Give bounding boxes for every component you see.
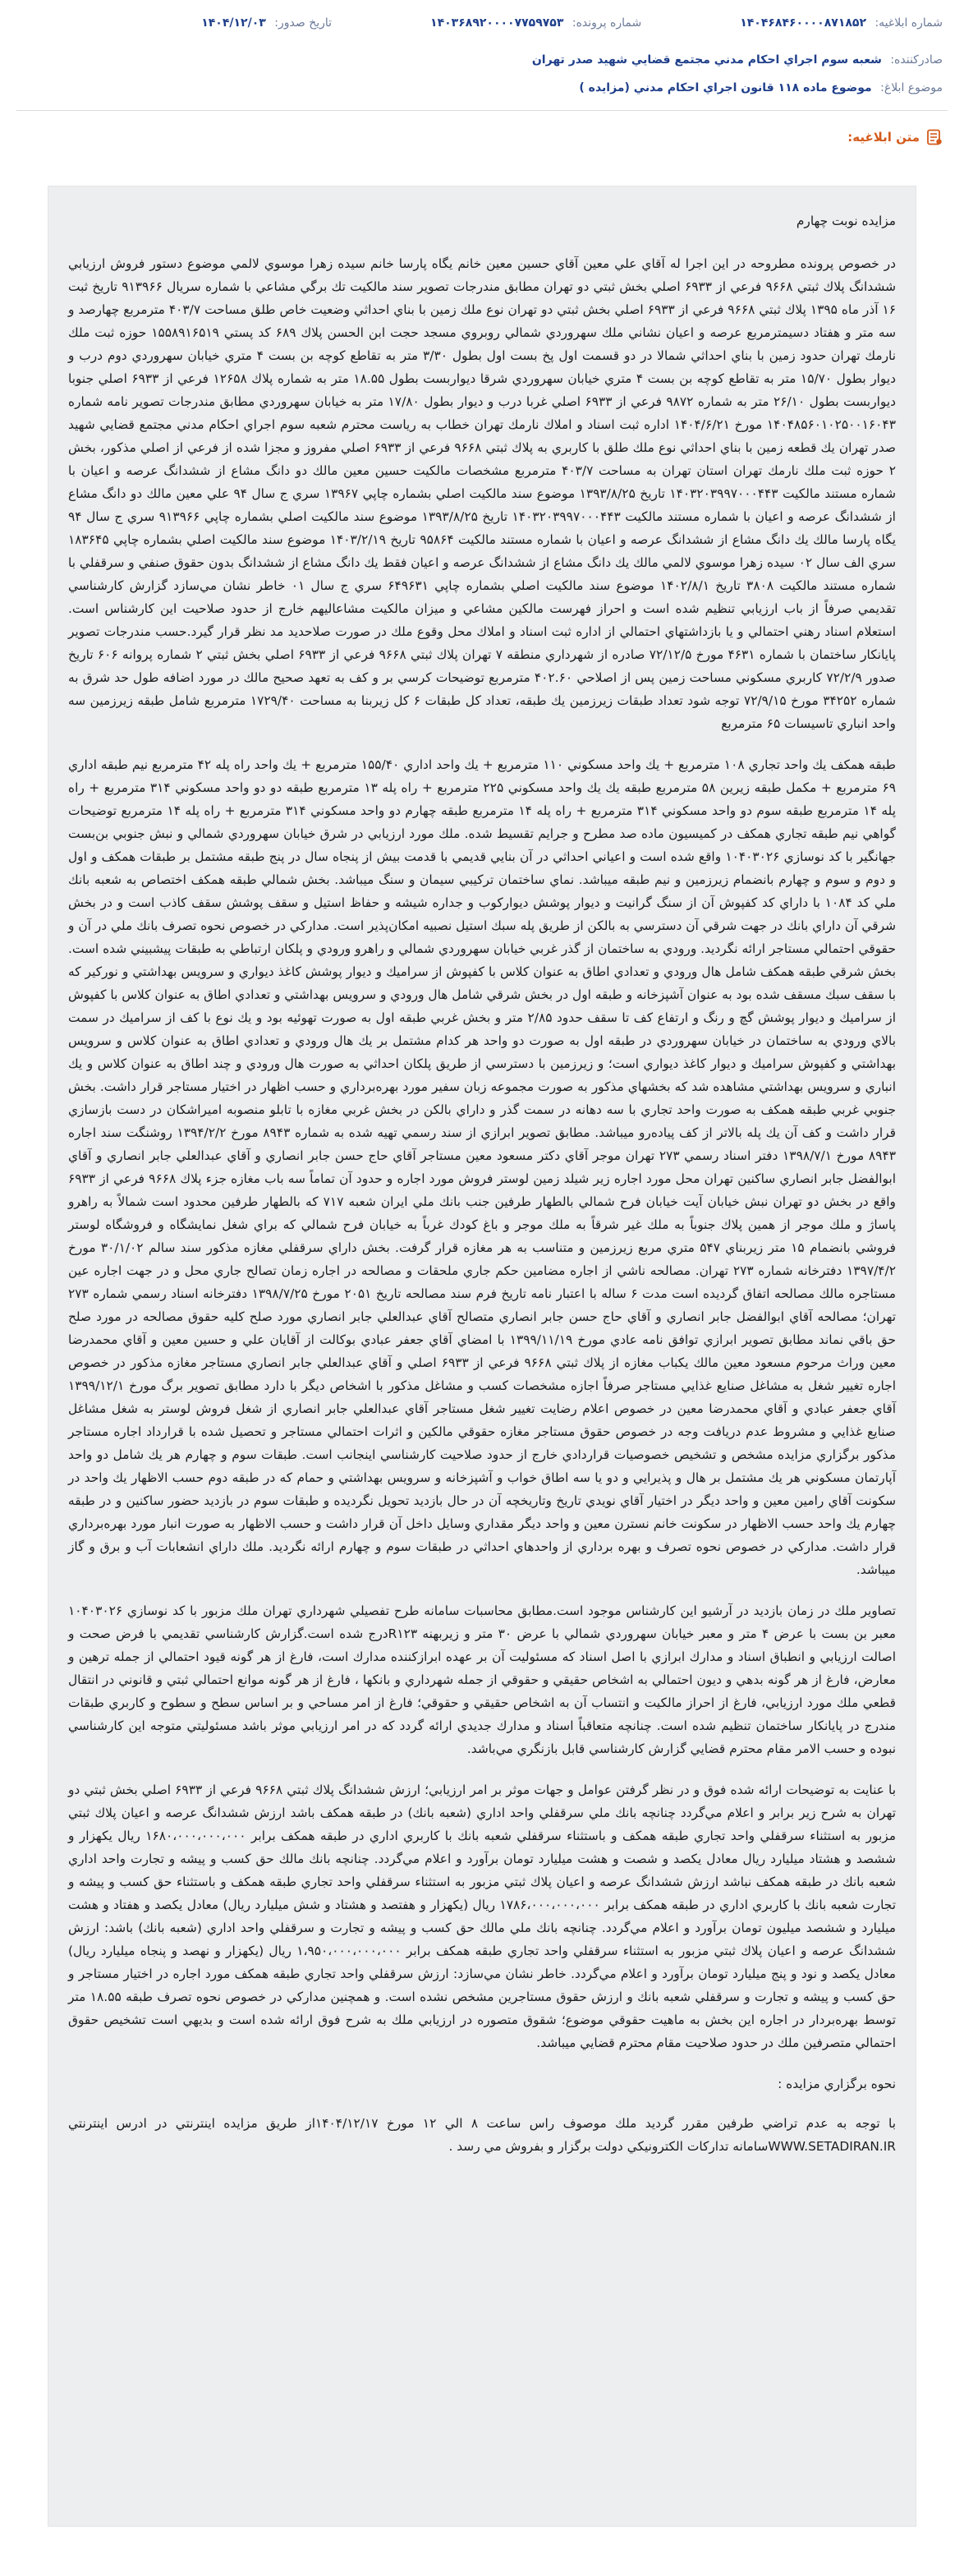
case-number-value: ۱۴۰۳۶۸۹۲۰۰۰۰۷۷۵۹۷۵۳: [430, 16, 564, 30]
issuer-line: [0, 46, 964, 74]
notice-number-value: ۱۴۰۴۶۸۴۶۰۰۰۰۸۷۱۸۵۲: [740, 16, 866, 30]
notice-text-icon: [926, 129, 943, 145]
notice-text-header: [0, 111, 964, 155]
auction-conditions-title: نحوه برگزاري مزايده :: [778, 2077, 896, 2091]
subject-line: [0, 74, 964, 102]
paragraph-floor-details: طبقه همكف يك واحد تجاري ۱۰۸ مترمربع + يك واحد مسكوني ۱۱۰ مترمربع + يك واحد اداري ۱۵۵/۴۰ مترمربع + يك واحد راه پله ۴۲ مترمربع نيم طبقه اداري ۶۹ مترمربع + مكمل طبقه زيرين ۵۸ مترمربع طبقه يك يك واحد مسكوني ۲۲۵ مترمربع + راه پله ۱۳ مترمربع طبقه دو دو واحد مسكوني ۳۱۴ مترمربع + راه پله ۱۴ مترمربع طبقه سوم دو واحد مسكوني ۳۱۴ مترمربع + راه پله ۱۴ مترمربع طبقه چهارم دو واحد مسكوني ۳۱۴ مترمربع + راه پله ۱۴ مترمربع توضيحات گواهي نيم طبقه تجاري همكف در كميسيون ماده صد مطرح و جرايم تقسيط شده. ملك مورد ارزيابي در شرق خيابان سهروردي شمالي و نبش جنوبي بن‌بست جهانگير با كد نوسازي ۱۰۴۰۳۰۲۶ واقع شده است و اعياني احداثي در آن بنايي قديمي با قدمت بيش از پنجاه سال در پنج طبقه مشتمل بر طبقات همكف و اول و دوم و سوم و چهارم بانضمام زيرزمين و نيم طبقه ميباشد. نماي ساختمان تركيبي سيمان و سنگ ميباشد. بخش شمالي طبقه همكف اختصاص به شعبه بانك ملي كد ۱۰۸۴ با داراي كد كفپوش آن از سنگ گرانيت و ديوار پوشش ديواركوب و جداره شيشه و حفاظ استيل و سقف پوشش سقف كاذب است و در بخش شرقي آن داراي بانك در جهت شرقي آن دسترسي به بالكن از طريق پله سبك استيل نصبيه امكان‌پذير است. مداركي در خصوص نحوه تصرف بانك ملي در آن و حقوقي احتمالي مستاجر ارائه نگرديد. ورودي به ساختمان از گذر غربي خيابان سهروردي شمالي و راهرو ورودي و پلكان ارتباطي به طبقات پيشبيني شده است. بخش شرقي طبقه همكف شامل هال ورودي و تعدادي اطاق به عنوان كلاس با كفپوش از سراميك و ديوار پوشش كاغذ ديواري و سرويس بهداشتي و نوركير كه با سقف سبك مسقف شده بود به عنوان آشپزخانه و طبقه اول در بخش شرقي شامل هال ورودي و سرويس بهداشتي و تعدادي اطاق به عنوان كلاس با كفپوش از سراميك و ديوار پوشش گچ و رنگ و ارتفاع كف تا سقف حدود ۲/۸۵ متر و بخش غربي طبقه اول به صورت تهوئيه بود و يك نوع با كف از سراميك در سمت بالاي ورودي به ساختمان در خيابان سهروردي در طبقه اول به صورت دو واحد هر كدام مشتمل بر يك هال ورودي و تعدادي اطاق به عنوان كلاس و سرويس بهداشتي و كفپوش سراميك و ديوار كاغذ ديواري است؛ و زيرزمين با دسترسي از طريق پلكان احداثي به صورت هال ورودي و چند اطاق به عنوان كلاس و يك انباري و سرويس بهداشتي مشاهده شد كه بخشهاي مذكور به صورت مجموعه زبان سفير مورد بهره‌برداري و حسب اظهار در اختيار مستاجر قرار داشت. بخش جنوبي غربي طبقه همكف به صورت واحد تجاري با سه دهانه در سمت گذر و داراي بالكن در بخش غربي مغازه با تابلو منصوبه اميراشكان در دست بازسازي قرار داشت و كف آن يك پله بالاتر از كف پياده‌رو ميباشد. مطابق تصوير ابرازي از سند رسمي تهيه شده به شماره ۸۹۴۳ مورخ ۱۳۹۴/۲/۲ روشنگت سند اجاره ۸۹۴۳ مورخ ۱۳۹۸/۷/۱ دفتر اسناد رسمي ۲۷۳ تهران موجر آقاي دكتر مسعود معين مستاجر آقاي حاج حسن جابر انصاري و آقاي عبدالعلي جابر انصاري و آقاي ابوالفضل جابر انصاري ساكنين تهران محل مورد اجاره زير شيلد زمين لوستر فروش مورد اجاره و حدود آن تماماً سه باب مغازه جزء پلاك ۹۶۶۸ فرعي از ۶۹۳۳ واقع در بخش دو تهران نبش خيابان آيت خيابان فرح شمالي بالطهار طرفين جنب بانك ملي ايران شعبه ۷۱۷ كه بالطهار طرفين محدود است شمالاً به راهرو پاساژ و ملك موجر از همين پلاك جنوباً به ملك غير شرقاً به ملك موجر و باغ كودك غرباً به خيابان فرح شمالي كه براي شغل نمايشگاه و فروشگاه لوستر فروشي بانضمام ۱۵ متر زيربناي ۵۴۷ متري مربع زيرزمين و متناسب به هر مغازه قرار گرفت. بخش داراي سرقفلي مغازه مذكور سند سالم ۳۰/۱/۰۲ مورخ ۱۳۹۷/۴/۲ دفترخانه شماره ۲۷۳ تهران. مصالحه ناشي از اجاره مضامين حكم جاري ملحقات و مصالحه در اجاره زمان تصالح جاري محل و در جهت اجاره عين مستاجره مالك مصالحه اتفاق گرديده است مدت ۶ ساله با اعتبار نامه تاريخ فرم سند مصالحه تاريخ ۲۰۵۱ مورخ ۱۳۹۸/۷/۲۵ دفترخانه اسناد رسمي شماره ۲۷۳ تهران؛ مصالحه آقاي ابوالفضل جابر انصاري و آقاي حاج حسن جابر انصاري متصالح آقاي عبدالعلي جابر انصاري مورد صلح كليه حقوق مصالحه در مورد صلح حق باقي نماند مطابق تصوير ابرازي توافق نامه عادي مورخ ۱۳۹۹/۱۱/۱۹ با امضاي آقاي جعفر عبادي بوكالت از آقايان علي و حسين معين و آقاي محمدرضا معين وراث مرحوم مسعود معين مالك يكباب مغازه از پلاك ثبتي ۹۶۶۸ فرعي از ۶۹۳۳ اصلي و آقاي عبدالعلي جابر انصاري مستاجر مغازه مذكور در خصوص اجاره تغيير شغل به مشاغل صنايع غذايي مستاجر صرفاً اجازه مشخصات كسب و مشاغل مذكور با اشخاص ديگر با دارد مطابق تصوير برگ مورخ ۱۳۹۹/۱۲/۱ آقاي جعفر عبادي و آقاي محمدرضا معين در خصوص اعلام رضايت تغيير شغل مستاجر آقاي عبدالعلي جابر انصاري از شغل فروش لوستر به شغل مشاغل صنايع غذايي و مشروط عدم دريافت وجه در خصوص حقوق مستاجر مغازه حقوقي مالكين و اثرات احتمالي مستاجر و تحصيل شده با قرارداد اجاره مستاجر مذكور برگزاري مزايده مشخص و تشخيص خصوصيات قراردادي خارج از حدود صلاحيت كارشناسي اينجانب است. طبقات سوم و چهارم هر يك شامل دو واحد آپارتمان مسكوني هر يك مشتمل بر هال و پذيرايي و دو يا سه اطاق خواب و آشپزخانه و سرويس بهداشتي و حمام كه در طبقه دوم حسب الاظهار يك واحد در سكونت آقاي رامين معين و واحد ديگر در اختيار آقاي نويدي تاريخ وتاريخچه آن در حال بازديد تحويل نگرديده و طبقات سوم در بازديد حضور ساكنين و در طبقه چهارم يك واحد حسب الاظهار در سكونت خانم نسترن معين و واحد ديگر مقداري وسايل داخل آن قرار داشت و حسب الاظهار به صورت انبار مورد بهره‌برداري قرار داشت. مداركي در خصوص نحوه تصرف و بهره برداري از واحدهاي احداثي در طبقات سوم و چهارم ارائه نگرديد. ملك داراي انشعابات آب و برق و گاز ميباشد.: [68, 757, 897, 1577]
subject-value: موضوع ماده ۱۱۸ قانون اجراي احكام مدني (مزايده ): [579, 81, 872, 94]
notice-meta-row: [0, 0, 964, 46]
issue-date-value: ۱۴۰۴/۱۲/۰۳: [201, 16, 266, 30]
case-number: [430, 16, 641, 30]
notice-number-label: شماره ابلاغیه:: [874, 16, 943, 30]
auction-conditions-text: با توجه به عدم تراضي طرفين مقرر گرديد ملك موصوف راس ساعت ۸ الي ۱۲ مورخ ۱۴۰۴/۱۲/۱۷از طريق مزايده اينترنتي در ادرس اينترنتي WWW.SETADIRAN.IRسامانه تداركات الكترونيكي دولت برگزار و بفروش مي رسد .: [68, 2116, 896, 2154]
case-number-label: شماره پرونده:: [572, 16, 642, 30]
issuer-label: صادرکننده:: [890, 53, 943, 67]
paragraph-property-description: در خصوص پرونده مطروحه در این اجرا له آقاي علي معين آقاي حسين معين خانم يگاه پارسا خانم سيده زهرا موسوي لالمي موضوع دستور فروش ارزيابي ششدانگ پلاك ثبتي ۹۶۶۸ فرعي از ۶۹۳۳ اصلي بخش ثبتي دو تهران مطابق مندرجات تصوير سند مالكيت تك برگي مشاعي با شماره سريال ۹۱۳۹۶۶ تاريخ ثبت ۱۶ آذر ماه ۱۳۹۵ پلاك ثبتي ۹۶۶۸ فرعي از ۶۹۳۳ اصلي بخش ثبتي دو تهران نوع ملك زمين با بناي احداثي وضعيت خاص طلق مساحت ۴۰۳/۷ مترمربع چهارصد و سه متر و هفتاد دسيمترمربع عرصه و اعيان نشاني ملك سهروردي شمالي روبروي مسجد حجت ابن الحسن پلاك ۶۸۹ كد پستي ۱۵۵۸۹۱۶۵۱۹ حوزه ثبت ملك نارمك تهران حدود زمين با بناي احداثي شمالا در دو قسمت اول پخ بست اول بطول ۳/۳۰ متر به تقاطع كوچه بن بست ۴ متري خيابان سهروردي دوم درب و ديوار بطول ۱۵/۷۰ متر به تقاطع كوچه بن بست ۴ متري خيابان سهروردي شرقا ديواربست بطول ۱۸.۵۵ متر به شماره پلاك ۱۲۶۵۸ فرعي از ۶۹۳۳ اصلي جنوبا ديواربست بطول ۲۶/۱۰ متر به شماره ۹۸۷۲ فرعي از ۶۹۳۳ اصلي غربا درب و ديوار بطول ۱۷/۸۰ متر به خيابان سهروردي مطابق مندرجات تصوير نامه شماره ۱۴۰۴۸۵۶۰۱۰۲۵۰۰۱۶۰۴۳ مورخ ۱۴۰۴/۶/۲۱ اداره ثبت اسناد و املاك نارمك تهران خطاب به رياست محترم شعبه سوم اجراي احكام مدني مجتمع قضايي شهيد صدر تهران يك قطعه زمين با بناي احداثي نوع ملك طلق با كاربري به پلاك ثبتي ۹۶۶۸ فرعي از ۶۹۳۳ اصلي مفروز و مجزا شده از فرعي از اصلي مذكور، بخش ۲ حوزه ثبت ملك نارمك تهران استان تهران به مساحت ۴۰۳/۷ مترمربع مشخصات مالكيت حسين معين مالك دو دانگ مشاع از ششدانگ عرصه و اعيان با شماره مستند مالكيت ۱۴۰۳۲۰۳۹۹۷۰۰۰۴۴۳ تاريخ ۱۳۹۳/۸/۲۵ موضوع سند مالكيت اصلي بشماره چاپي ۱۳۹۶۷ سري ج سال ۹۴ علي معين مالك دو دانگ مشاع از ششدانگ عرصه و اعيان با شماره مستند مالكيت ۱۴۰۳۲۰۳۹۹۷۰۰۰۴۴۳ تاريخ ۱۳۹۳/۸/۲۵ موضوع سند مالكيت اصلي بشماره چاپي ۹۱۳۹۶۶ سري ج سال ۹۴ يگاه پارسا مالك يك دانگ مشاع از ششدانگ عرصه و اعيان با شماره مستند مالكيت ۹۵۸۶۴ تاريخ ۱۴۰۳/۲/۱۹ موضوع سند مالكيت اصلي بشماره چاپي ۱۸۳۶۴۵ سري الف سال ۰۲ سيده زهرا موسوي لالمي مالك يك دانگ مشاع از ششدانگ عرصه و اعيان فقط يك دانگ مشاع از ششدانگ بدون حقوق صنفي و سرقفلي با شماره مستند مالكيت ۳۸۰۸ تاريخ ۱۴۰۲/۸/۱ موضوع سند مالكيت اصلي بشماره چاپي ۶۴۹۶۳۱ سري ج سال ۰۱ خاطر نشان مي‌سازد گزارش كارشناسي تقديمي صرفاً از باب ارزيابي تنظيم شده است و احراز فهرست مالكين مشاعي و ميزان مالكيت مشاعالیهم خارج از حدود صلاحيت اين كارشناس است. استعلام اسناد رهني احتمالي و يا بازداشتهاي احتمالي از اداره ثبت اسناد و املاك محل وقوع ملك در صورت صلاحديد مد نظر قرار گيرد.حسب مندرجات تصوير پايانكار ساختمان با شماره ۴۶۳۱ مورخ ۷۲/۱۲/۵ صادره از شهرداري منطقه ۷ تهران پلاك ثبتي ۹۶۶۸ فرعي از ۶۹۳۳ اصلي بخش ثبتي ۲ شماره پروانه ۶۰۶ تاريخ صدور ۷۲/۲/۹ كاربري مسكوني مساحت زمين پس از اصلاحي ۴۰۲.۶۰ مترمربع توضيحات كرسي بر و كف به تعهد صحيح مالك در مورد اضافه طول حد شرق به شماره ۳۴۲۵۲ مورخ ۷۲/۹/۱۵ توجه شود تعداد طبقات زيرزمين يك طبقه، تعداد كل طبقات ۶ كل زيربنا به مساحت ۱۷۲۹/۴۰ مترمربع شامل طبقه زيرزمين سه واحد انباري تاسيسات ۶۵ مترمربع: [68, 256, 897, 731]
notice-number: [740, 16, 943, 30]
notice-text-box: [48, 186, 916, 2527]
paragraph-expert-disclaimer: تصاوير ملك در زمان بازديد در آرشيو اين كارشناس موجود است.مطابق محاسبات سامانه طرح تفصيلي شهرداري تهران ملك مزبور با كد نوسازي ۱۰۴۰۳۰۲۶ معبر بن بست با عرض ۴ متر و معبر خيابان سهروردي شمالي با عرض ۳۰ متر و زيربهنه R۱۲۳درج شده است.گزارش كارشناسي تقديمي با فرض صحت و اصالت ارزيابي و انطباق اسناد و مدارك ابرازي با اصل اسناد كه مسئوليت آن بر عهده ابرازكننده مدارك است، فارغ از هر گونه قيود احتمالي از جمله ترهين و معارض، فارغ از هر گونه بدهي و ديون احتمالي به اشخاص حقيقي و حقوقي از جمله شهرداري و بانكها ، فارغ از هر گونه موانع احتمالي ثبتي و قانوني در انتقال قطعي ملك مورد ارزيابي، فارغ از احراز مالكيت و انتساب آن به اشخاص حقيقي و حقوقي؛ فارغ از امر مساحي و بر اساس سطح و سطوح و كاربري طبقات مندرج در پايانكار ساختمان تنظيم شده است. چنانچه متعاقباً اسناد و مدارك جديدي ارائه گردد كه در امر ارزيابي موثر باشد مسئوليتي متوجه اين كارشناسي نبوده و حسب الامر مقام محترم قضايي گزارش كارشناسي قابل بازنگري مي‌باشد.: [68, 1603, 896, 1756]
subject-label: موضوع ابلاغ:: [880, 81, 943, 94]
notice-text-title: متن ابلاغیه:: [847, 130, 920, 145]
issue-date-label: تاریخ صدور:: [274, 16, 333, 30]
paragraph-valuation: با عنايت به توضيحات ارائه شده فوق و در نظر گرفتن عوامل و جهات موثر بر امر ارزيابي؛ ارزش ششدانگ پلاك ثبتي ۹۶۶۸ فرعي از ۶۹۳۳ اصلي بخش ثبتي دو تهران به شرح زير برابر و اعلام مي‌گردد چنانچه بانك ملي سرقفلي واحد اداري (شعبه بانك) در طبقه همكف باشد ارزش ششدانگ عرصه و اعيان پلاك ثبتي مزبور به استثناء سرقفلي واحد تجاري طبقه همكف و باستثناء سرقفلي شعبه بانك با كاربري اداري در طبقه همكف برابر ۱۶۸۰،۰۰۰،۰۰۰،۰۰۰ ريال يكهزار و ششصد و هشتاد ميليارد ريال معادل يكصد و شصت و هشت ميليارد تومان برآورد و اعلام مي‌گردد. چنانچه بانك مالك حق كسب و پيشه و تجارت واحد اداري شعبه بانك در طبقه همكف نباشد ارزش ششدانگ عرصه و اعيان پلاك ثبتي مزبور به استثناء سرقفلي واحد تجاري طبقه همكف و باستثناء حق كسب و پيشه و تجارت شعبه بانك با كاربري اداري در طبقه همكف برابر ۱۷۸۶،۰۰۰،۰۰۰،۰۰۰ ريال (يكهزار و هفتصد و هشتاد و شش ميليارد ريال) معادل يكصد و هفتاد و هشت ميليارد و ششصد ميليون تومان برآورد و اعلام مي‌گردد. چنانچه بانك ملي مالك حق كسب و پيشه و تجارت و سرقفلي واحد اداري (شعبه بانك) باشد: ارزش ششدانگ عرصه و اعيان پلاك ثبتي مزبور به استثناء سرقفلي واحد تجاري طبقه همكف برابر ۱،۹۵۰،۰۰۰،۰۰۰،۰۰۰ ريال (يكهزار و نهصد و پنجاه ميليارد ريال) معادل يكصد و نود و پنج ميليارد تومان برآورد و اعلام مي‌گردد. خاطر نشان مي‌سازد: ارزش سرقفلي واحد تجاري طبقه همكف مورد اجاره در اختيار مستاجر و حق كسب و پيشه و تجارت و سرقفلي شعبه بانك و ارزش حقوق مستاجرين مشخص نشده است. و همچنين مداركي در خصوص نحوه تصرف طبقه ۱۸.۵۵ متر توسط بهره‌بردار در اجاره اين بخش به ماهيت حقوقي موضوع؛ شقوق متصوره در ارزيابي ملك به شرح فوق ارائه شده است و بديهي است تشخيص حقوق احتمالي متصرفين ملك در حدود صلاحيت مقام محترم قضايي ميباشد.: [68, 1782, 896, 2050]
issue-date: [201, 16, 332, 30]
issuer-value: شعبه سوم اجراي احكام مدني مجتمع قضايي شهيد صدر تهران: [531, 53, 882, 67]
auction-heading: مزايده نوبت چهارم: [796, 214, 896, 228]
